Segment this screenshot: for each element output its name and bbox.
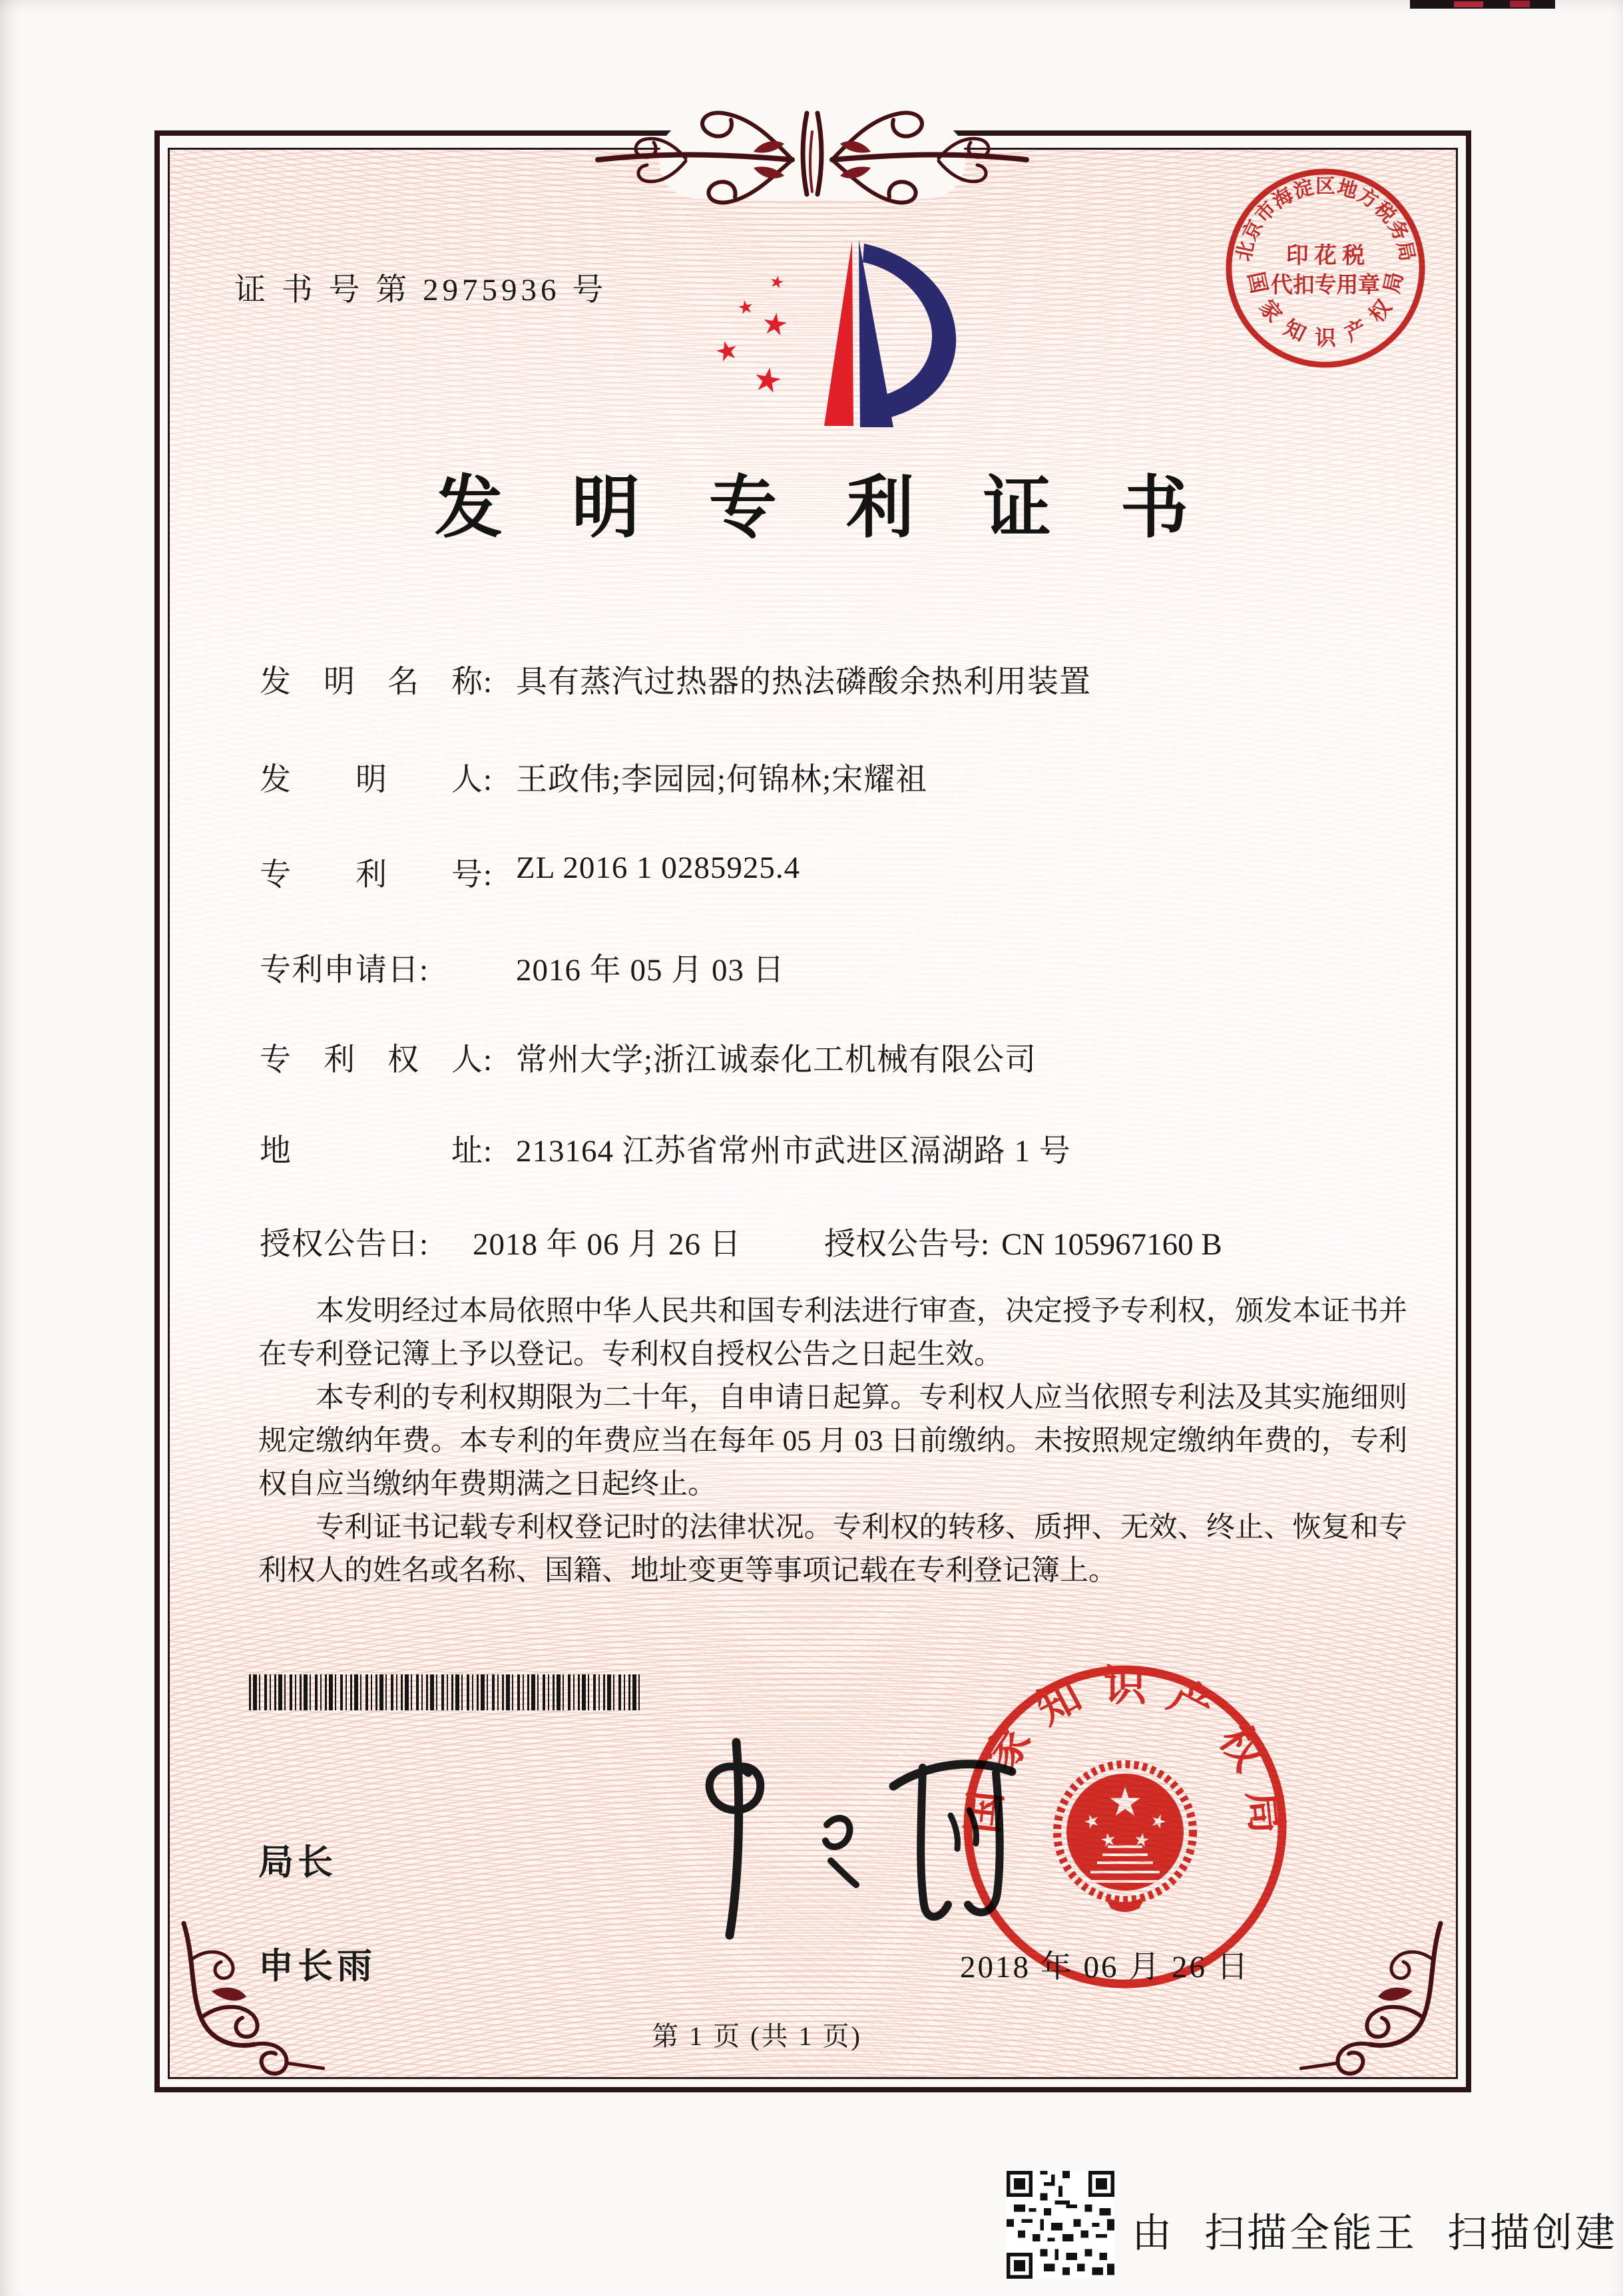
- field-value: 常州大学;浙江诚泰化工机械有限公司: [516, 1043, 1037, 1077]
- svg-text:淀: 淀: [1291, 176, 1316, 203]
- svg-text:国: 国: [1244, 270, 1271, 295]
- svg-text:权: 权: [1364, 295, 1397, 327]
- grant-number-label: 授权公告号:: [824, 1227, 990, 1262]
- grant-number-value: CN 105967160 B: [1001, 1227, 1222, 1262]
- top-border-ornament: [586, 93, 1039, 236]
- legal-paragraph-2: 本专利的专利权期限为二十年，自申请日起算。专利权人应当依照专利法及其实施细则规定缴纳年费。本专利的年费应当在每年 05 月 03 日前缴纳。未按照规定缴纳年费的，专利权自应当缴纳年费期满之日起终止。: [258, 1382, 1407, 1500]
- field-row-patentee: [260, 1035, 1431, 1075]
- legal-paragraph-1: 本发明经过本局依照中华人民共和国专利法进行审查，决定授予专利权，颁发本证书并在专利登记簿上予以登记。专利权自授权公告之日起生效。: [258, 1296, 1407, 1370]
- field-value: 具有蒸汽过热器的热法磷酸余热利用装置: [516, 665, 1091, 699]
- scan-edge-red-mark: [1510, 1, 1530, 7]
- svg-text:局: 局: [1239, 1788, 1291, 1836]
- cnipa-logo-icon: [704, 233, 964, 439]
- svg-text:税: 税: [1370, 197, 1400, 228]
- svg-text:家: 家: [1254, 295, 1287, 327]
- certificate-number: 证 书 号 第 2975936 号: [234, 273, 608, 307]
- qr-code-icon: [1007, 2171, 1114, 2279]
- tax-withholding-stamp: [1220, 162, 1431, 374]
- svg-text:家: 家: [977, 1717, 1040, 1780]
- field-value: ZL 2016 1 0285925.4: [516, 851, 801, 885]
- national-emblem: [1057, 1764, 1193, 1912]
- svg-text:方: 方: [1353, 184, 1382, 213]
- svg-text:识: 识: [1104, 1662, 1146, 1710]
- svg-text:区: 区: [1315, 175, 1335, 198]
- scan-edge-red-mark: [1454, 1, 1483, 7]
- legal-paragraph-3: 专利证书记载专利权登记时的法律状况。专利权的转移、质押、无效、终止、恢复和专利权人的姓名或名称、国籍、地址变更等事项记载在专利登记簿上。: [258, 1512, 1407, 1587]
- grant-number-group: [824, 1219, 1222, 1264]
- svg-text:识: 识: [1315, 326, 1336, 350]
- field-row-invention-name: [260, 657, 1431, 697]
- field-label: 发 明 人:: [260, 763, 493, 797]
- svg-text:务: 务: [1383, 216, 1413, 244]
- tax-stamp-line2: 代扣专用章: [1271, 273, 1380, 297]
- field-label: 发 明 名 称:: [260, 665, 493, 699]
- svg-text:产: 产: [1161, 1671, 1222, 1734]
- svg-text:产: 产: [1341, 315, 1371, 346]
- svg-text:局: 局: [1392, 239, 1419, 264]
- field-row-patent-number: [260, 850, 1431, 890]
- field-label: 专 利 号:: [260, 858, 493, 892]
- grant-date-value: 2018 年 06 月 26 日: [473, 1227, 742, 1262]
- svg-text:京: 京: [1238, 216, 1268, 244]
- field-label: 地 址:: [260, 1134, 493, 1169]
- scan-app-credit: 由 扫描全能王 扫描创建: [1132, 2211, 1618, 2255]
- certificate-title: 发明专利证书: [435, 471, 1258, 546]
- svg-text:知: 知: [1280, 315, 1310, 346]
- svg-text:局: 局: [1380, 270, 1407, 295]
- logo-stars: [714, 274, 788, 393]
- svg-text:市: 市: [1251, 197, 1281, 228]
- field-label: 专利申请日:: [260, 953, 429, 988]
- svg-text:知: 知: [1029, 1671, 1089, 1734]
- scan-edge-artifact: [1410, 0, 1555, 9]
- field-row-inventors: [260, 755, 1431, 795]
- corner-flourish-bottom-left: [172, 1918, 325, 2078]
- field-value: 王政伟;李园园;何锦林;宋耀祖: [516, 763, 928, 797]
- page-footer: 第 1 页 (共 1 页): [652, 2021, 862, 2051]
- barcode: [249, 1674, 643, 1710]
- director-name-label: 申长雨: [258, 1947, 376, 1986]
- logo-red-spike: [824, 241, 853, 426]
- field-value: 213164 江苏省常州市武进区滆湖路 1 号: [516, 1134, 1071, 1169]
- legal-text-block: [258, 1290, 1407, 1593]
- svg-text:地: 地: [1335, 176, 1360, 203]
- field-row-address: [260, 1126, 1431, 1169]
- field-row-grant: [260, 1219, 1431, 1262]
- field-row-filing-date: [260, 945, 1431, 988]
- field-value: 2016 年 05 月 03 日: [516, 953, 785, 988]
- svg-text:国: 国: [959, 1788, 1011, 1836]
- field-label: 专 利 权 人:: [260, 1043, 493, 1077]
- seal-grant-date: 2018 年 06 月 26 日: [960, 1950, 1250, 1985]
- corner-flourish-bottom-right: [1299, 1918, 1453, 2078]
- svg-text:权: 权: [1210, 1717, 1274, 1780]
- svg-text:海: 海: [1269, 184, 1297, 213]
- director-title-label: 局长: [258, 1843, 337, 1882]
- tax-stamp-line1: 印 花 税: [1285, 244, 1365, 269]
- grant-date-label: 授权公告日:: [260, 1227, 429, 1262]
- svg-text:北: 北: [1232, 239, 1259, 264]
